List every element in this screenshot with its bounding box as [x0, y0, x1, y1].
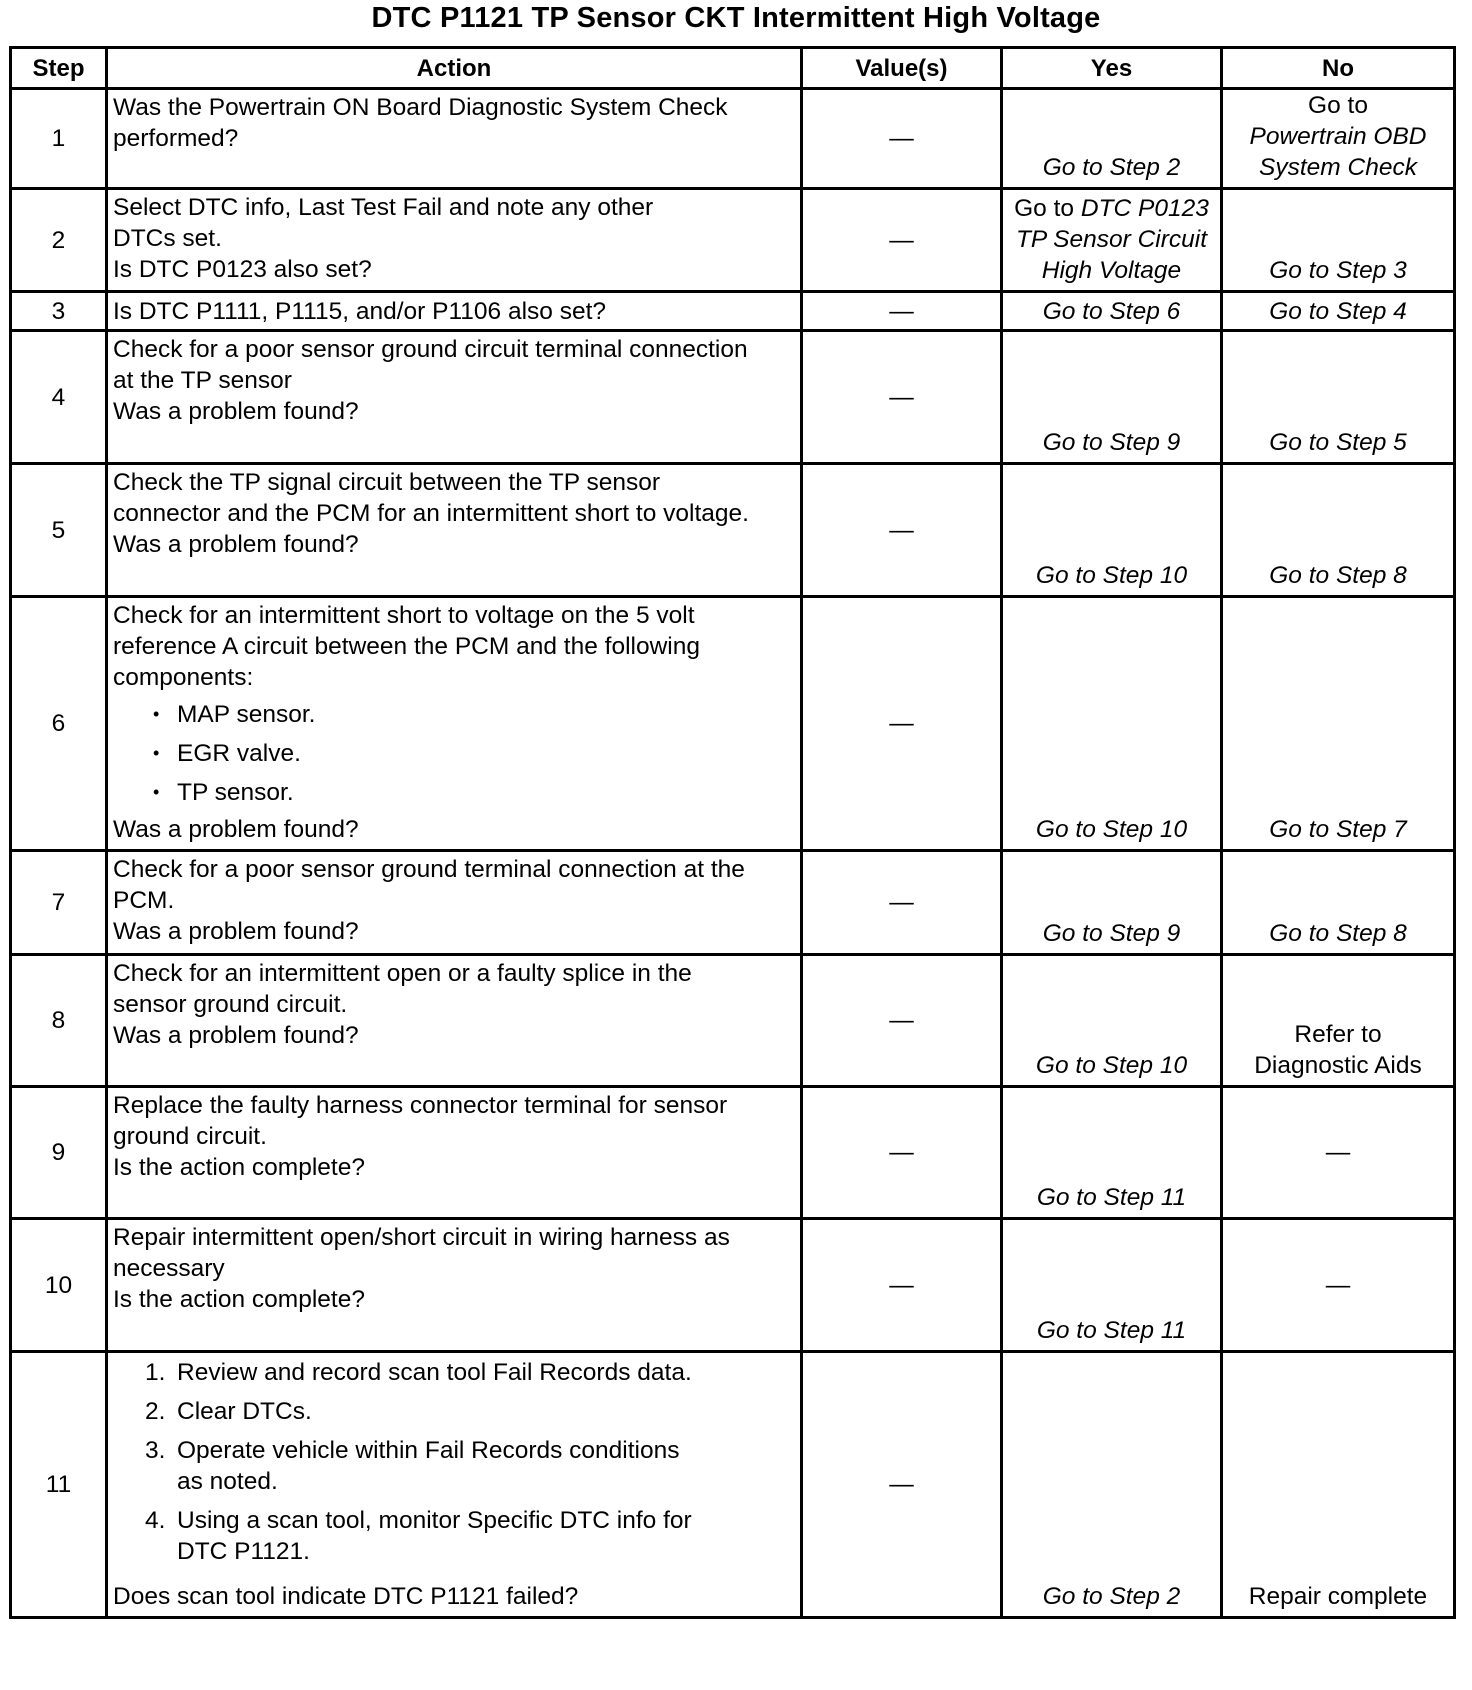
action-text: Repair intermittent open/short circuit in wiring harness as	[113, 1224, 730, 1251]
bullet-list	[113, 695, 796, 812]
action-cell	[107, 89, 802, 189]
bullet-text: MAP sensor.	[177, 701, 316, 728]
header-no: No	[1222, 48, 1455, 89]
action-text: connector and the PCM for an intermittent short to voltage.	[113, 500, 749, 527]
list-text: DTC P1121.	[177, 1538, 310, 1565]
action-question: Is the action complete?	[113, 1286, 365, 1313]
yes-cell: Go to Step 6	[1002, 292, 1222, 331]
step-number: 8	[11, 955, 107, 1087]
list-text: Review and record scan tool Fail Records data.	[177, 1359, 692, 1386]
action-text: Check for an intermittent short to voltage on the 5 volt	[113, 602, 695, 629]
yes-text: High Voltage	[1041, 257, 1182, 284]
action-question: Is DTC P0123 also set?	[113, 256, 372, 283]
action-text: Replace the faulty harness connector terminal for sensor	[113, 1092, 728, 1119]
list-number: 2.	[145, 1398, 166, 1425]
yes-text: DTC P0123	[1080, 195, 1209, 222]
table-row	[11, 955, 1455, 1087]
value-cell: —	[802, 189, 1002, 292]
action-text: necessary	[113, 1255, 225, 1282]
step-number: 2	[11, 189, 107, 292]
step-number: 6	[11, 597, 107, 851]
table-row	[11, 189, 1455, 292]
value-cell: —	[802, 1352, 1002, 1618]
header-action: Action	[107, 48, 802, 89]
action-cell	[107, 189, 802, 292]
list-number: 4.	[145, 1507, 166, 1534]
action-text: Select DTC info, Last Test Fail and note any other	[113, 194, 654, 221]
header-yes: Yes	[1002, 48, 1222, 89]
action-question: Was a problem found?	[113, 531, 359, 558]
action-text: sensor ground circuit.	[113, 991, 348, 1018]
list-item	[113, 1435, 796, 1497]
value-cell: —	[802, 89, 1002, 189]
yes-cell: Go to Step 11	[1002, 1219, 1222, 1352]
step-number: 5	[11, 464, 107, 597]
no-cell: —	[1222, 1087, 1455, 1219]
action-cell	[107, 1352, 802, 1618]
list-number: 3.	[145, 1437, 166, 1464]
list-item	[113, 1396, 796, 1427]
list-text: Clear DTCs.	[177, 1398, 312, 1425]
list-item	[113, 695, 796, 734]
no-cell: Go to Step 3	[1222, 189, 1455, 292]
yes-cell: Go to Step 9	[1002, 331, 1222, 464]
table-row	[11, 597, 1455, 851]
yes-cell: Go to Step 10	[1002, 464, 1222, 597]
yes-cell	[1002, 189, 1222, 292]
action-cell	[107, 1087, 802, 1219]
no-text: Powertrain OBD	[1249, 123, 1427, 150]
step-number: 4	[11, 331, 107, 464]
yes-cell: Go to Step 2	[1002, 1352, 1222, 1618]
bullet-text: EGR valve.	[177, 740, 301, 767]
no-cell: Go to Step 7	[1222, 597, 1455, 851]
action-text: Was the Powertrain ON Board Diagnostic System Check	[113, 94, 728, 121]
yes-cell: Go to Step 10	[1002, 597, 1222, 851]
no-text: Go to	[1308, 92, 1368, 119]
action-text: DTCs set.	[113, 225, 222, 252]
no-cell: Go to Step 4	[1222, 292, 1455, 331]
step-number: 11	[11, 1352, 107, 1618]
no-cell	[1222, 89, 1455, 189]
action-question: Was a problem found?	[113, 1022, 359, 1049]
table-header-row	[11, 48, 1455, 89]
value-cell: —	[802, 464, 1002, 597]
action-text: Check the TP signal circuit between the TP sensor	[113, 469, 661, 496]
action-cell	[107, 1219, 802, 1352]
action-text: Check for a poor sensor ground circuit terminal connection	[113, 336, 748, 363]
action-text: Check for a poor sensor ground terminal connection at the	[113, 856, 745, 883]
value-cell: —	[802, 292, 1002, 331]
step-number: 3	[11, 292, 107, 331]
value-cell: —	[802, 331, 1002, 464]
action-text: reference A circuit between the PCM and the following	[113, 633, 700, 660]
no-cell: Go to Step 8	[1222, 464, 1455, 597]
action-question: Was a problem found?	[113, 918, 359, 945]
action-text: performed?	[113, 125, 239, 152]
list-number: 1.	[145, 1359, 166, 1386]
value-cell: —	[802, 955, 1002, 1087]
step-number: 10	[11, 1219, 107, 1352]
numbered-list	[113, 1357, 796, 1575]
action-question: Does scan tool indicate DTC P1121 failed?	[113, 1583, 579, 1610]
no-cell: Repair complete	[1222, 1352, 1455, 1618]
action-question: Is the action complete?	[113, 1154, 365, 1181]
value-cell: —	[802, 1219, 1002, 1352]
action-text: PCM.	[113, 887, 175, 914]
no-text: Refer to	[1294, 1021, 1382, 1048]
bullet-text: TP sensor.	[177, 779, 294, 806]
action-text: components:	[113, 664, 254, 691]
action-text: at the TP sensor	[113, 367, 292, 394]
table-row	[11, 1219, 1455, 1352]
table-row	[11, 1087, 1455, 1219]
action-cell	[107, 464, 802, 597]
yes-cell: Go to Step 11	[1002, 1087, 1222, 1219]
step-number: 7	[11, 851, 107, 955]
header-values: Value(s)	[802, 48, 1002, 89]
no-cell: —	[1222, 1219, 1455, 1352]
action-text: Check for an intermittent open or a faulty splice in the	[113, 960, 692, 987]
yes-cell: Go to Step 2	[1002, 89, 1222, 189]
action-text: ground circuit.	[113, 1123, 267, 1150]
table-row	[11, 292, 1455, 331]
header-step: Step	[11, 48, 107, 89]
yes-cell: Go to Step 10	[1002, 955, 1222, 1087]
list-item	[113, 773, 796, 812]
step-number: 9	[11, 1087, 107, 1219]
yes-text: TP Sensor Circuit	[1015, 226, 1208, 253]
action-question: Was a problem found?	[113, 816, 359, 843]
action-question: Was a problem found?	[113, 398, 359, 425]
action-cell	[107, 851, 802, 955]
list-text: Using a scan tool, monitor Specific DTC info for	[177, 1507, 692, 1534]
table-row	[11, 851, 1455, 955]
value-cell: —	[802, 597, 1002, 851]
table-row	[11, 464, 1455, 597]
table-row	[11, 89, 1455, 189]
list-item	[113, 1505, 796, 1567]
list-item	[113, 734, 796, 773]
action-text: Is DTC P1111, P1115, and/or P1106 also set?	[107, 292, 802, 331]
no-cell: Go to Step 5	[1222, 331, 1455, 464]
table-row	[11, 331, 1455, 464]
yes-cell: Go to Step 9	[1002, 851, 1222, 955]
action-cell	[107, 955, 802, 1087]
action-cell	[107, 597, 802, 851]
no-text: System Check	[1259, 154, 1417, 181]
action-cell	[107, 331, 802, 464]
no-text: Diagnostic Aids	[1254, 1052, 1422, 1079]
value-cell: —	[802, 851, 1002, 955]
page-title: DTC P1121 TP Sensor CKT Intermittent High Voltage	[371, 2, 1101, 34]
yes-text: Go to	[1014, 195, 1075, 222]
step-number: 1	[11, 89, 107, 189]
no-cell	[1222, 955, 1455, 1087]
diagnostic-table	[9, 46, 1456, 1619]
no-cell: Go to Step 8	[1222, 851, 1455, 955]
value-cell: —	[802, 1087, 1002, 1219]
list-text: as noted.	[177, 1468, 278, 1495]
list-item	[113, 1357, 796, 1388]
table-row	[11, 1352, 1455, 1618]
list-text: Operate vehicle within Fail Records conditions	[177, 1437, 680, 1464]
